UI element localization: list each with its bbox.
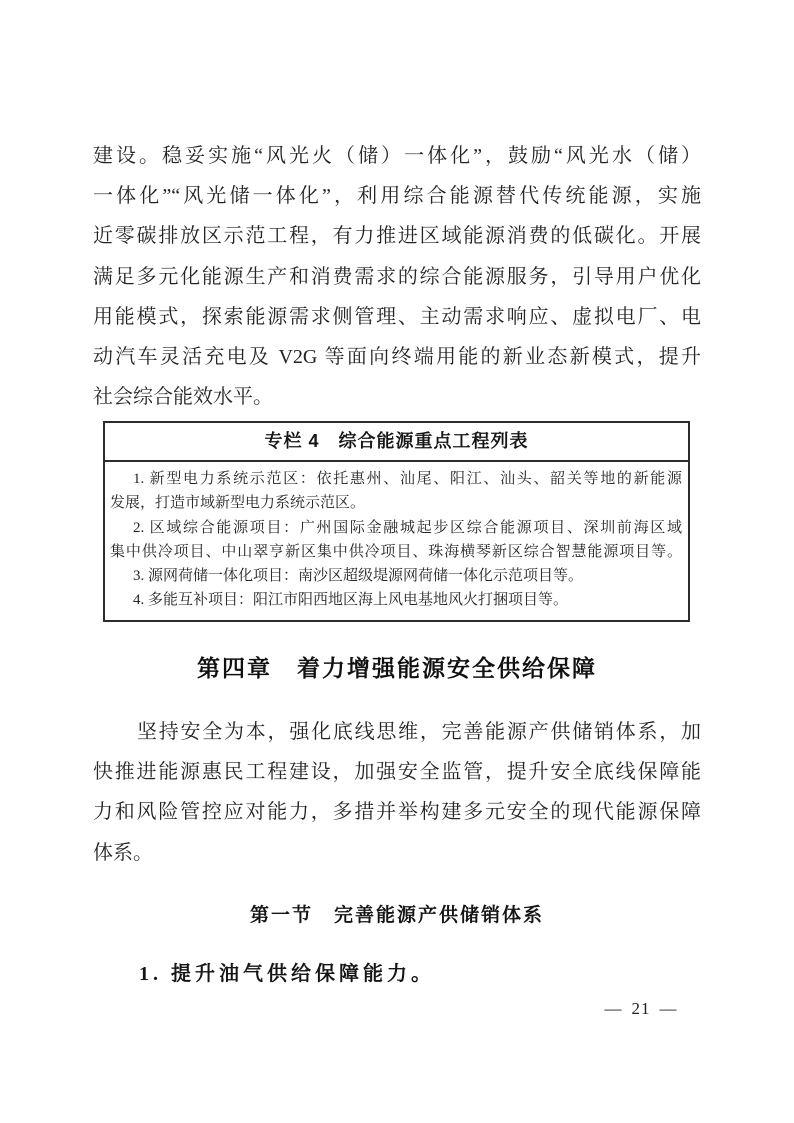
page-number-dash-right: — bbox=[659, 999, 678, 1018]
text-line: 社会综合能效水平。 bbox=[93, 386, 273, 409]
section-heading: 第一节 完善能源产供储销体系 bbox=[249, 905, 544, 926]
callout-list-line: 2. 区域综合能源项目：广州国际金融城起步区综合能源项目、深圳前海区域 bbox=[133, 519, 682, 536]
callout-list-line: 发展，打造市域新型电力系统示范区。 bbox=[110, 495, 366, 512]
callout-box-body bbox=[105, 462, 688, 613]
callout-list-line: 1. 新型电力系统示范区：依托惠州、汕尾、阳江、汕头、韶关等地的新能源 bbox=[133, 471, 682, 487]
chapter-heading: 第四章 着力增强能源安全供给保障 bbox=[197, 656, 597, 681]
text-line: 体系。 bbox=[93, 841, 153, 864]
body-paragraph-mid bbox=[93, 712, 701, 873]
callout-list-line: 集中供冷项目、中山翠亨新区集中供冷项目、珠海横琴新区综合智慧能源项目等。 bbox=[110, 543, 682, 560]
callout-list-line: 3. 源网荷储一体化项目：南沙区超级堤源网荷储一体化示范项目等。 bbox=[133, 568, 584, 585]
callout-box-title: 专栏 4 综合能源重点工程列表 bbox=[105, 423, 688, 462]
numbered-item-heading: 1. 提升油气供给保障能力。 bbox=[139, 963, 435, 985]
text-line: 快推进能源惠民工程建设，加强安全监管，提升安全底线保障能 bbox=[93, 761, 701, 784]
text-line: 动汽车灵活充电及 V2G 等面向终端用能的新业态新模式，提升 bbox=[93, 345, 701, 368]
text-line: 力和风险管控应对能力，多措并举构建多元安全的现代能源保障 bbox=[93, 801, 701, 824]
body-paragraph-top bbox=[93, 136, 701, 417]
page-number-dash-left: — bbox=[604, 999, 623, 1018]
page-number bbox=[571, 999, 711, 1019]
callout-box bbox=[103, 421, 690, 622]
text-line: 用能模式，探索能源需求侧管理、主动需求响应、虚拟电厂、电 bbox=[93, 305, 701, 328]
callout-list-line: 4. 多能互补项目：阳江市阳西地区海上风电基地风火打捆项目等。 bbox=[133, 592, 569, 609]
text-line: 建设。稳妥实施“风光火（储）一体化”，鼓励“风光水（储） bbox=[93, 145, 701, 167]
text-line: 满足多元化能源生产和消费需求的综合能源服务，引导用户优化 bbox=[93, 265, 701, 288]
text-line: 一体化”“风光储一体化”，利用综合能源替代传统能源，实施 bbox=[93, 185, 701, 208]
text-line: 近零碳排放区示范工程，有力推进区域能源消费的低碳化。开展 bbox=[93, 225, 701, 248]
page-number-value: 21 bbox=[631, 999, 651, 1018]
text-line: 坚持安全为本，强化底线思维，完善能源产供储销体系，加 bbox=[137, 721, 701, 743]
